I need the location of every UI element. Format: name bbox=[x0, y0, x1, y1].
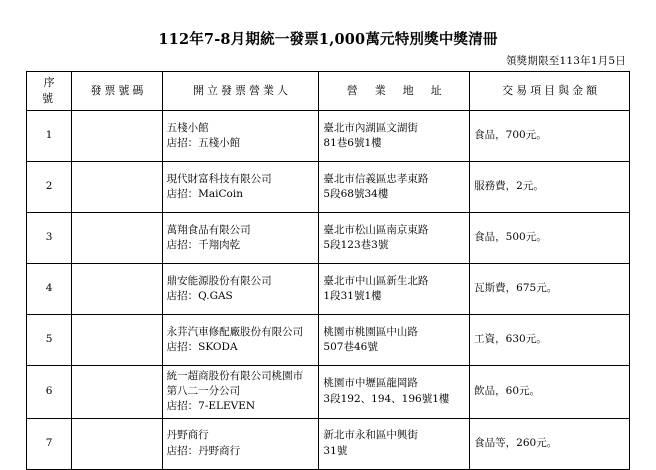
table-row bbox=[27, 212, 630, 263]
table-row bbox=[27, 161, 630, 212]
cell-address bbox=[319, 314, 470, 365]
cell-business bbox=[162, 110, 319, 161]
prize-winners-table bbox=[26, 71, 630, 470]
cell-address-line: 1段31號1樓 bbox=[323, 289, 382, 302]
cell-business-line: 店招：千翔肉乾 bbox=[166, 238, 241, 251]
cell-address bbox=[319, 212, 470, 263]
cell-seq: 3 bbox=[27, 212, 72, 263]
cell-address-line: 桃園市中壢區龍岡路 bbox=[323, 377, 418, 390]
claim-deadline-note: 領獎期限至113年1月5日 bbox=[505, 55, 626, 67]
column-header-sequence: 序 號 bbox=[27, 72, 72, 111]
cell-item bbox=[470, 314, 630, 365]
cell-seq: 5 bbox=[27, 314, 72, 365]
cell-address-line: 3段192、194、196號1樓 bbox=[323, 392, 450, 405]
cell-item-line: 工資，630元。 bbox=[474, 333, 547, 346]
column-header-invoice-number: 發票號碼 bbox=[72, 72, 162, 111]
cell-business-line: 第八二一分公司 bbox=[166, 385, 241, 398]
cell-business bbox=[162, 418, 319, 469]
cell-address-line: 5段68號34樓 bbox=[323, 187, 389, 200]
cell-business-line: 現代財富科技有限公司 bbox=[166, 172, 272, 185]
cell-address bbox=[319, 365, 470, 418]
cell-business-line: 店招：Q.GAS bbox=[166, 289, 233, 302]
cell-business-line: 永茾汽車修配廠股份有限公司 bbox=[166, 325, 304, 338]
cell-address bbox=[319, 263, 470, 314]
column-header-item-amount: 交易項目與金額 bbox=[470, 72, 630, 111]
cell-business-line: 萬翔食品有限公司 bbox=[166, 223, 251, 236]
cell-address-line: 臺北市內湖區文湖街 bbox=[323, 121, 418, 134]
table-row bbox=[27, 418, 630, 469]
cell-business-line: 丹野商行 bbox=[166, 429, 209, 442]
cell-item-line: 食品等，260元。 bbox=[474, 436, 558, 449]
cell-item-line: 食品，700元。 bbox=[474, 129, 547, 142]
cell-address bbox=[319, 110, 470, 161]
cell-item-line: 服務費，2元。 bbox=[474, 180, 544, 193]
cell-address bbox=[319, 418, 470, 469]
cell-business-line: 店招：SKODA bbox=[166, 340, 238, 353]
cell-seq: 7 bbox=[27, 418, 72, 469]
cell-address-line: 臺北市信義區忠孝東路 bbox=[323, 172, 429, 185]
cell-number bbox=[72, 161, 162, 212]
cell-business-line: 鼎安能源股份有限公司 bbox=[166, 274, 272, 287]
cell-item-line: 食品，500元。 bbox=[474, 231, 547, 244]
cell-number bbox=[72, 418, 162, 469]
cell-number bbox=[72, 365, 162, 418]
cell-business-line: 店招：MaiCoin bbox=[166, 187, 244, 200]
cell-address-line: 31號 bbox=[323, 444, 348, 457]
cell-item bbox=[470, 212, 630, 263]
cell-address-line: 81巷6號1樓 bbox=[323, 136, 382, 149]
table-row bbox=[27, 365, 630, 418]
cell-item-line: 瓦斯費，675元。 bbox=[474, 282, 558, 295]
cell-business bbox=[162, 161, 319, 212]
cell-business-line: 店招：7-ELEVEN bbox=[166, 400, 256, 413]
cell-number bbox=[72, 263, 162, 314]
cell-business bbox=[162, 263, 319, 314]
cell-seq: 6 bbox=[27, 365, 72, 418]
cell-business bbox=[162, 212, 319, 263]
cell-item bbox=[470, 263, 630, 314]
cell-item-line: 飲品，60元。 bbox=[474, 385, 541, 398]
cell-address bbox=[319, 161, 470, 212]
cell-business bbox=[162, 365, 319, 418]
cell-number bbox=[72, 314, 162, 365]
cell-business-line: 五棧小館 bbox=[166, 121, 209, 134]
note-row bbox=[26, 53, 630, 71]
cell-item bbox=[470, 418, 630, 469]
cell-item bbox=[470, 365, 630, 418]
cell-business bbox=[162, 314, 319, 365]
cell-item bbox=[470, 110, 630, 161]
column-header-business: 開立發票營業人 bbox=[162, 72, 319, 111]
cell-address-line: 臺北市中山區新生北路 bbox=[323, 274, 429, 287]
cell-seq: 1 bbox=[27, 110, 72, 161]
cell-business-line: 店招：丹野商行 bbox=[166, 444, 241, 457]
cell-address-line: 桃園市桃園區中山路 bbox=[323, 325, 418, 338]
table-body bbox=[27, 110, 630, 469]
cell-business-line: 統一超商股份有限公司桃園市 bbox=[166, 369, 304, 382]
cell-address-line: 新北市永和區中興街 bbox=[323, 429, 418, 442]
table-row bbox=[27, 314, 630, 365]
cell-business-line: 店招：五棧小館 bbox=[166, 136, 241, 149]
cell-address-line: 臺北市松山區南京東路 bbox=[323, 223, 429, 236]
cell-number bbox=[72, 110, 162, 161]
cell-address-line: 5段123巷3號 bbox=[323, 238, 389, 251]
cell-seq: 4 bbox=[27, 263, 72, 314]
cell-item bbox=[470, 161, 630, 212]
table-row bbox=[27, 110, 630, 161]
cell-address-line: 507巷46號 bbox=[323, 340, 378, 353]
table-header-row bbox=[27, 72, 630, 111]
column-header-address: 營 業 地 址 bbox=[319, 72, 470, 111]
cell-number bbox=[72, 212, 162, 263]
page-title: 112年7-8月期統一發票1,000萬元特別獎中獎清冊 bbox=[158, 31, 498, 48]
cell-seq: 2 bbox=[27, 161, 72, 212]
table-row bbox=[27, 263, 630, 314]
